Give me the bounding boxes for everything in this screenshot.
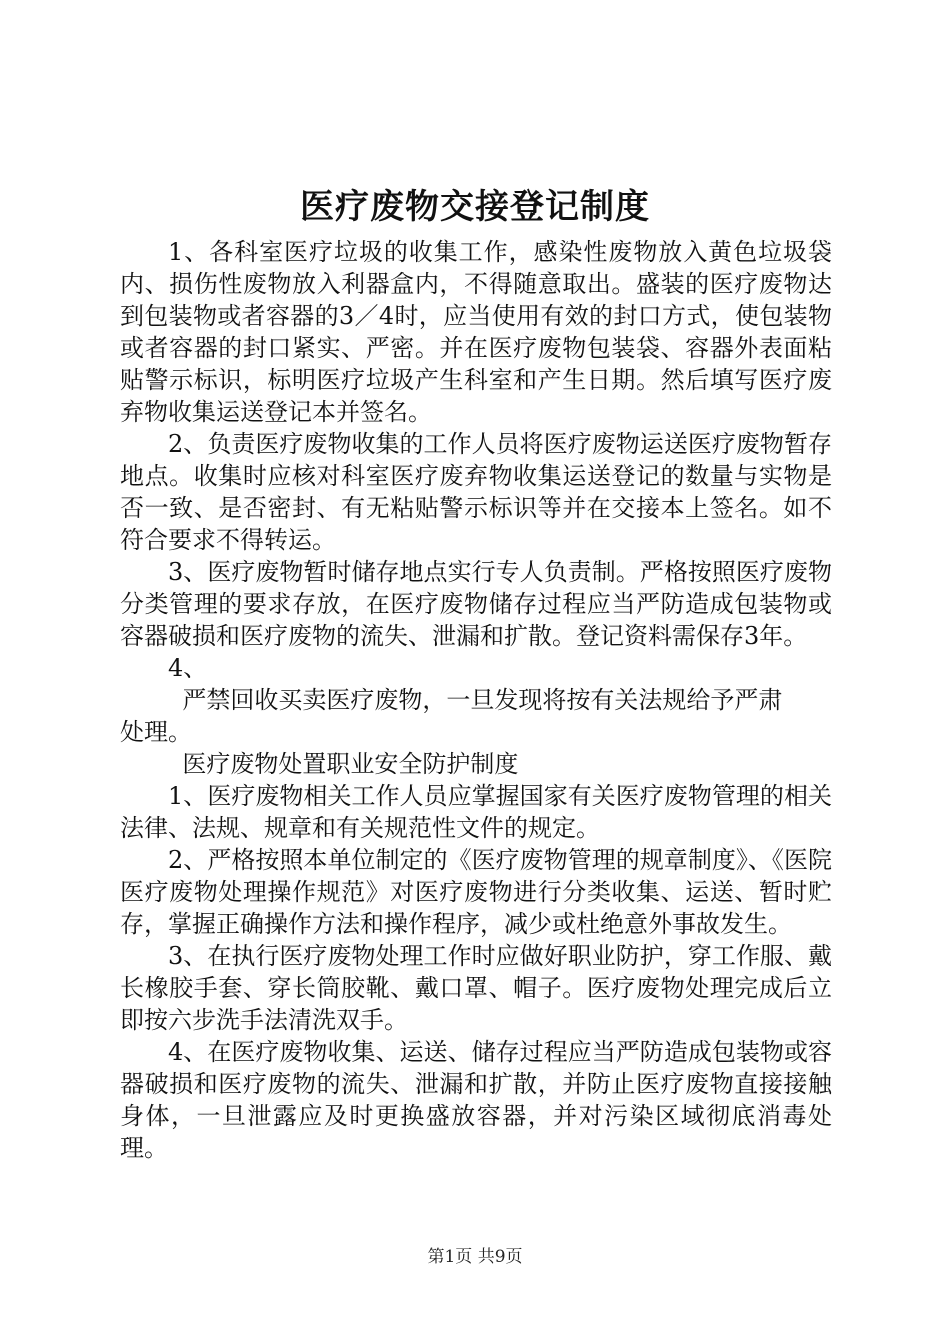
section-subheading: 医疗废物处置职业安全防护制度 (182, 750, 519, 778)
section2-paragraph-3: 3、在执行医疗废物处理工作时应做好职业防护，穿工作服、戴长橡胶手套、穿长筒胶靴、戴口罩、帽子。医疗废物处理完成后立即按六步洗手法清洗双手。 (120, 942, 832, 1034)
page-footer: 第1页 共9页 (427, 1247, 523, 1267)
paragraph-1: 1、各科室医疗垃圾的收集工作，感染性废物放入黄色垃圾袋内、损伤性废物放入利器盒内，不得随意取出。盛装的医疗废物达到包装物或者容器的3／4时，应当使用有效的封口方式，使包装物或者容器的封口紧实、严密。并在医疗废物包装袋、容器外表面粘贴警示标识，标明医疗垃圾产生科室和产生日期。然后填写医疗废弃物收集运送登记本并签名。 (120, 238, 832, 426)
section2-paragraph-2: 2、严格按照本单位制定的《医疗废物管理的规章制度》、《医院医疗废物处理操作规范》对医疗废物进行分类收集、运送、暂时贮存，掌握正确操作方法和操作程序，减少或杜绝意外事故发生。 (120, 846, 832, 938)
document-title: 医疗废物交接登记制度 (300, 187, 650, 227)
paragraph-3: 3、医疗废物暂时储存地点实行专人负责制。严格按照医疗废物分类管理的要求存放，在医疗废物储存过程应当严防造成包装物或容器破损和医疗废物的流失、泄漏和扩散。登记资料需保存3年。 (120, 558, 832, 650)
paragraph-2: 2、负责医疗废物收集的工作人员将医疗废物运送医疗废物暂存地点。收集时应核对科室医疗废弃物收集运送登记的数量与实物是否一致、是否密封、有无粘贴警示标识等并在交接本上签名。如不符合要求不得转运。 (120, 430, 832, 554)
paragraph-4-number: 4、 (168, 654, 208, 682)
document-body (120, 236, 832, 1164)
section2-paragraph-1: 1、医疗废物相关工作人员应掌握国家有关医疗废物管理的相关法律、法规、规章和有关规范性文件的规定。 (120, 782, 832, 842)
section2-paragraph-4: 4、在医疗废物收集、运送、储存过程应当严防造成包装物或容器破损和医疗废物的流失、泄漏和扩散，并防止医疗废物直接接触身体，一旦泄露应及时更换盛放容器，并对污染区域彻底消毒处理。 (120, 1038, 832, 1162)
paragraph-4-line: 严禁回收买卖医疗废物，一旦发现将按有关法规给予严肃 (182, 686, 783, 714)
paragraph-4-tail: 处理。 (120, 718, 192, 746)
